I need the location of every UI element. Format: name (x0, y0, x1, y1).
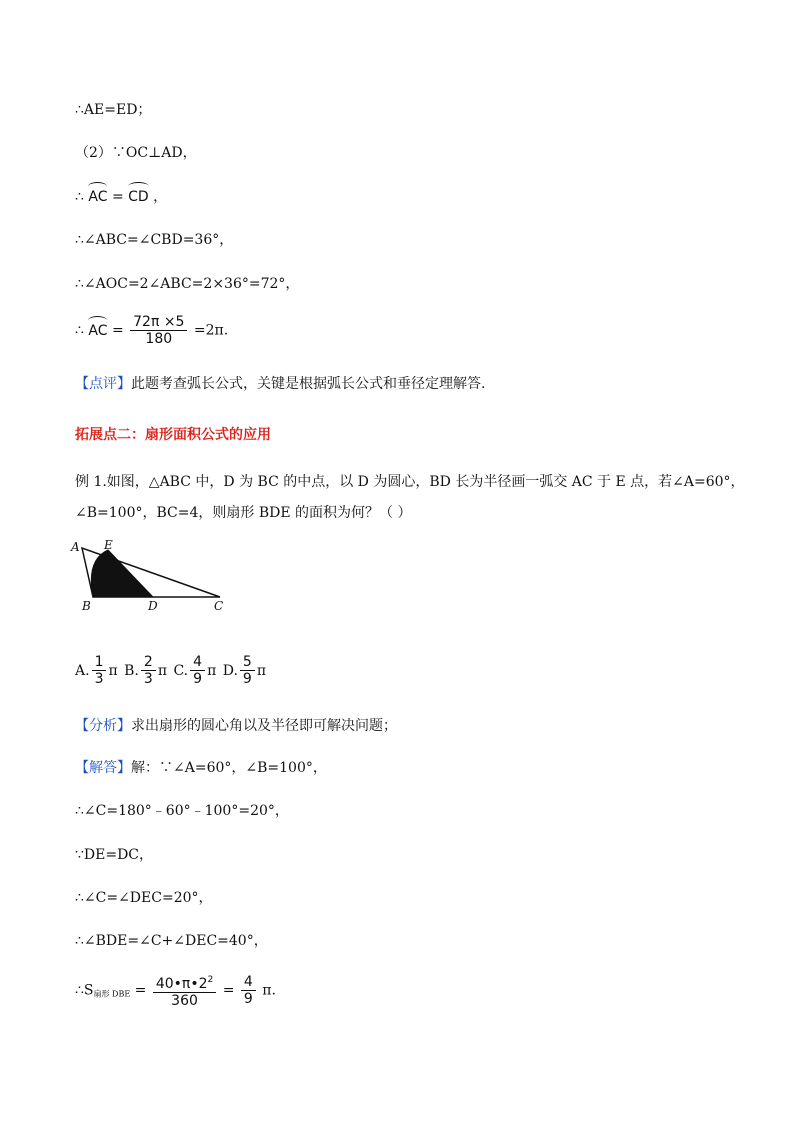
option-letter: B. (124, 662, 139, 679)
comma: ， (153, 189, 168, 205)
fraction-denominator: 3 (94, 671, 104, 687)
proof-line-arc-equal (75, 187, 167, 207)
step-sector-area (75, 972, 276, 1009)
fraction-numerator: 2 (141, 654, 156, 671)
step-angle-bde: ∴∠BDE=∠C+∠DEC=40°， (75, 933, 268, 949)
numerator-base: 40•π•2 (155, 976, 208, 992)
option-fraction (240, 654, 255, 687)
answer-options (75, 654, 268, 687)
step-de-dc: ∵DE=DC， (75, 847, 154, 863)
fraction-denominator: 180 (145, 331, 173, 347)
option-letter: D. (222, 662, 238, 679)
fraction-denominator: 360 (171, 993, 198, 1009)
label-c: C (214, 599, 224, 613)
proof-line-aoc: ∴∠AOC=2∠ABC=2×36°=72°， (75, 276, 300, 292)
option-a (75, 654, 118, 687)
area-result-fraction (241, 974, 256, 1007)
label-a: A (71, 540, 80, 554)
proof-line-abc-cbd: ∴∠ABC=∠CBD=36°， (75, 232, 234, 248)
area-result-tail: π. (262, 982, 276, 999)
answer-text: 解：∵∠A=60°，∠B=100°， (131, 760, 327, 776)
step-angle-c: ∴∠C=180°﹣60°﹣100°=20°， (75, 803, 289, 819)
comment-tag: 【点评】 (75, 376, 131, 392)
option-letter: C. (173, 662, 189, 679)
option-b (124, 654, 167, 687)
proof-line-ae-ed: ∴AE=ED； (75, 102, 152, 118)
area-fraction (153, 972, 216, 1009)
area-symbol: ∴S (75, 982, 94, 999)
answer-line (75, 758, 327, 778)
option-fraction (92, 654, 107, 687)
pi-symbol: π (256, 662, 267, 679)
area-subscript: 扇形 DBE (93, 989, 131, 999)
analysis-line (75, 716, 397, 736)
equals-sign: = (134, 982, 147, 999)
option-letter: A. (75, 662, 90, 679)
fraction-denominator: 3 (143, 671, 153, 687)
exponent: 2 (207, 975, 214, 985)
example-line-1: 例 1.如图，△ABC 中，D 为 BC 的中点，以 D 为圆心，BD 长为半径画一弧交 AC 于 E 点，若∠A=60°， (75, 474, 745, 490)
fraction-denominator: 9 (243, 991, 253, 1007)
sector-bde (91, 550, 153, 597)
fraction-denominator: 9 (193, 671, 203, 687)
pi-symbol: π (207, 662, 217, 679)
equals-sign: = (222, 982, 235, 999)
answer-tag: 【解答】 (75, 760, 131, 776)
option-d (223, 654, 266, 687)
label-b: B (82, 599, 91, 613)
fraction-numerator: 4 (241, 974, 256, 991)
example-line-2: ∠B=100°，BC=4，则扇形 BDE 的面积为何？（ ） (75, 505, 412, 521)
fraction-numerator: 1 (92, 654, 107, 671)
option-c (173, 654, 216, 687)
pi-symbol: π (157, 662, 168, 679)
therefore-symbol: ∴ (75, 322, 84, 339)
analysis-text: 求出扇形的圆心角以及半径即可解决问题； (131, 718, 397, 734)
arc-length-fraction (130, 314, 187, 347)
analysis-tag: 【分析】 (75, 718, 131, 734)
equals-sign: = (111, 322, 124, 339)
arc-ac: AC (88, 189, 108, 205)
section-title: 拓展点二：扇形面积公式的应用 (75, 427, 271, 443)
therefore-symbol: ∴ (75, 189, 84, 205)
step-angle-dec: ∴∠C=∠DEC=20°， (75, 890, 213, 906)
option-fraction (190, 654, 205, 687)
proof-line-oc-perp-ad: （2）∵OC⊥AD， (75, 145, 197, 161)
arc-length-result: =2π. (193, 322, 229, 339)
arc-ac: AC (88, 322, 108, 339)
equals-sign: = (111, 189, 124, 205)
option-fraction (141, 654, 156, 687)
label-d: D (148, 599, 158, 613)
label-e: E (104, 538, 113, 552)
fraction-numerator (153, 972, 216, 993)
fraction-numerator: 5 (240, 654, 255, 671)
triangle-figure (68, 538, 238, 614)
fraction-numerator: 72π ×5 (130, 314, 187, 331)
fraction-numerator: 4 (190, 654, 205, 671)
proof-line-arc-length (75, 314, 228, 347)
comment-line (75, 374, 485, 394)
comment-text: 此题考查弧长公式，关键是根据弧长公式和垂径定理解答. (131, 376, 486, 392)
fraction-denominator: 9 (242, 671, 252, 687)
pi-symbol: π (108, 662, 118, 679)
arc-cd: CD (128, 189, 149, 205)
